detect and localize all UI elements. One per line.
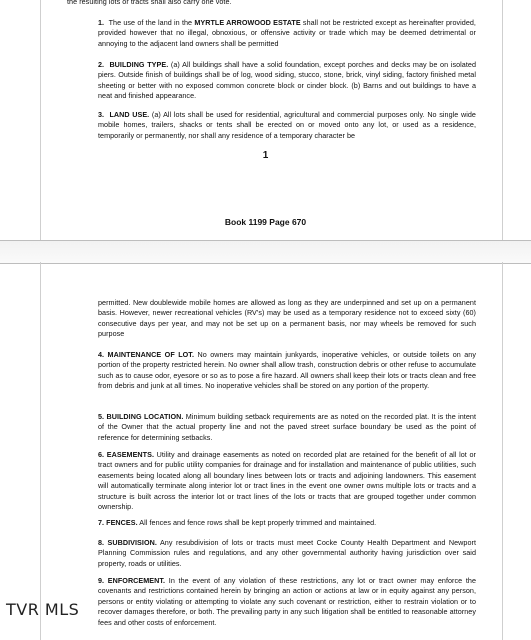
mls-watermark: TVR MLS	[6, 600, 80, 619]
book-page-reference: Book 1199 Page 670	[224, 217, 307, 227]
clause-8: 8. SUBDIVISION. Any resubdivision of lots or tracts must meet Cocke County Health Department and Newport Planning Commission rules and regulations, and any other governmental authority having jurisdiction over said property, roads or utilities.	[98, 538, 476, 568]
clause-9-title: 9. ENFORCEMENT.	[98, 576, 166, 585]
document-page-1	[0, 0, 531, 240]
clause-3-number: 3.	[98, 110, 105, 119]
clause-3-continued: permitted. New doublewide mobile homes are allowed as long as they are underpinned and set up on a permanent basis. However, newer recreational vehicles (RV's) may be used as a temporary residence not to exceed sixty (60) consecutive days per year, and may not be set up on a permanent basis, nor may wheels be removed for such purpose	[98, 298, 476, 339]
clause-6: 6. EASEMENTS. Utility and drainage easements as noted on recorded plat are retained for the benefit of all lot or tract owners and for public utility companies for drainage and for installation and maintenance of public utilities, such easements being located along all boundary lines between lots or tracts and adjoining landowners. This easement will automatically terminate along interior lot or tract lines in the event one owner owns multiple lots or tracts and a structure is built across the interior lot or tract lines of the lots or tracts that are grouped together under common ownership.	[98, 450, 476, 512]
clause-8-title: 8. SUBDIVISION.	[98, 538, 157, 547]
clause-5-title: 5. BUILDING LOCATION.	[98, 412, 184, 421]
clause-7: 7. FENCES. All fences and fence rows shall be kept properly trimmed and maintained.	[98, 518, 377, 527]
clause-2-number: 2.	[98, 60, 105, 69]
clause-1-number: 1.	[98, 18, 105, 27]
clause-4: 4. MAINTENANCE OF LOT. No owners may maintain junkyards, inoperative vehicles, or outside toilets on any portion of the property restricted herein. No owner shall allow trash, construction debris or other refuse to accumulate such as to cause odor, eyesore or so as to pose a fire hazard. All owners shall keep their lots or tracts clean and free from debris and junk at all times. No inoperative vehicles shall be stored on any portion of the property.	[98, 350, 476, 391]
clause-9: 9. ENFORCEMENT. In the event of any violation of these restrictions, any lot or tract owner may enforce the covenants and restrictions contained herein by bringing an action or actions at law or in equity against any person, persons or entity violating or attempting to violate any such covenant or restriction, either to restrain violation or to recover damages therefore, or both. The prevailing party in any such litigation shall be entitled to reasonable attorney fees and other costs of enforcement.	[98, 576, 476, 627]
page-margin-line	[40, 0, 41, 240]
clause-3-title: LAND USE.	[109, 110, 150, 119]
page-margin-line	[502, 0, 503, 240]
page-separator	[0, 240, 531, 264]
clause-3: 3. LAND USE. (a) All lots shall be used for residential, agricultural and commercial purposes only. No single wide mobile homes, trailers, shacks or tents shall be erected on or moved onto any lot, or used as a residence, temporarily or permanently, nor shall any residence of a temporary character be	[98, 110, 476, 140]
clause-1: 1. The use of the land in the MYRTLE ARROWOOD ESTATE shall not be restricted except as hereinafter provided, provided however that no illegal, obnoxious, or offensive activity or trade which may be deemed detrimental or annoying to the adjacent land owners shall be permitted	[98, 18, 476, 48]
page-margin-line	[40, 262, 41, 640]
clause-2-title: BUILDING TYPE.	[109, 60, 169, 69]
clause-5: 5. BUILDING LOCATION. Minimum building setback requirements are as noted on the recorded plat. It is the intent of the Owner that the actual property line and not the paved street surface boundary be used as the point of reference for determining setbacks.	[98, 412, 476, 442]
clause-4-title: 4. MAINTENANCE OF LOT.	[98, 350, 194, 359]
page-margin-line	[502, 262, 503, 640]
document-page-2	[0, 262, 531, 640]
clause-7-title: 7. FENCES.	[98, 518, 138, 527]
estate-name: MYRTLE ARROWOOD ESTATE	[194, 18, 301, 27]
cut-off-line: the resulting lots or tracts shall also carry one vote.	[67, 0, 232, 6]
page-number: 1	[262, 150, 269, 161]
clause-2: 2. BUILDING TYPE. (a) All buildings shall have a solid foundation, except porches and decks may be on isolated piers. Outside finish of buildings shall be of log, wood siding, stucco, stone, brick, vinyl siding, factory finished metal sheeting or better with no exposed common concrete block or cinder block. (b) Barns and out buildings to have a neat and finished appearance.	[98, 60, 476, 101]
clause-6-title: 6. EASEMENTS.	[98, 450, 154, 459]
